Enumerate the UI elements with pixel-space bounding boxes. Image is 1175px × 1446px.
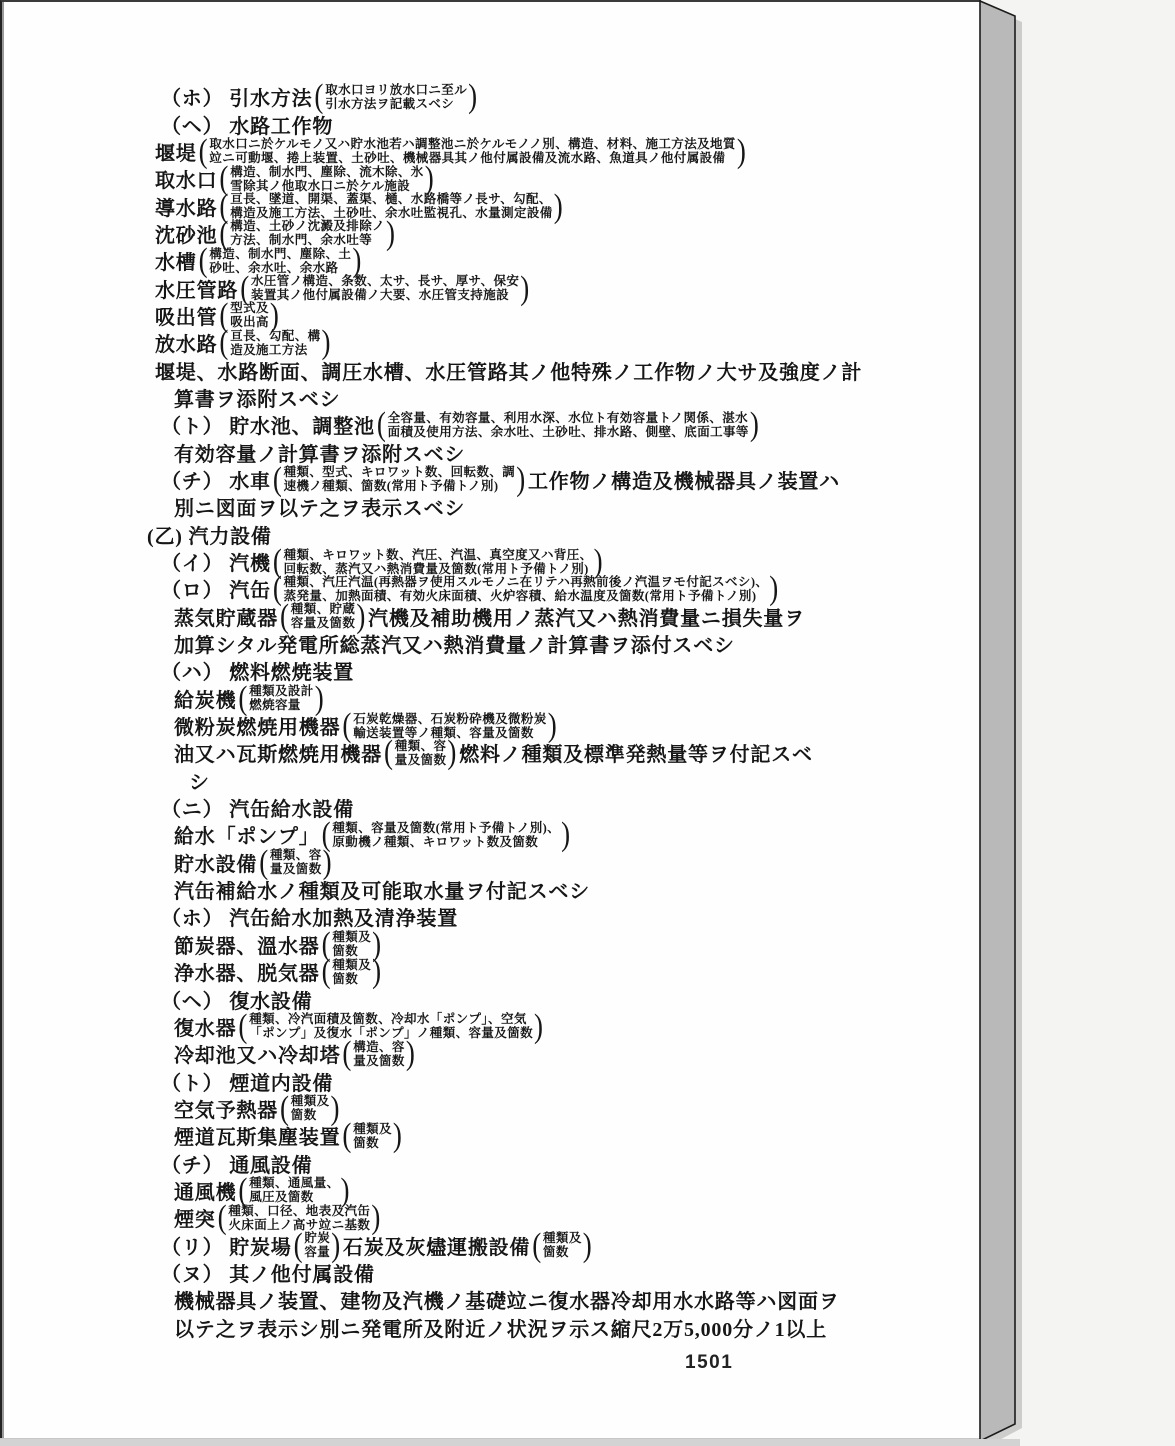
line-text: 算書ヲ添附スベシ <box>174 388 341 411</box>
line-text: 導水路 <box>155 197 218 220</box>
annotation-lines <box>284 548 593 576</box>
close-paren: ) <box>534 1006 544 1045</box>
open-paren: ( <box>342 706 353 744</box>
annotation-bottom-line: 輸送装置等ノ種類、容量及箇数 <box>353 725 534 740</box>
doc-line <box>174 1089 980 1127</box>
doc-line <box>174 876 980 903</box>
annotation-top-line: 種類及 <box>332 930 372 945</box>
annotation-bottom-line: 砂吐、余水吐、余水路 <box>209 260 339 275</box>
doc-line <box>174 438 980 465</box>
annotation <box>218 159 435 197</box>
annotation-lines <box>249 684 314 712</box>
annotation-top-line: 亘長、墜道、開渠、蓋渠、樋、水路橋等ノ長サ、勾配、 <box>230 192 552 207</box>
open-paren: ( <box>217 1198 228 1236</box>
line-text: （チ） 水車 <box>161 470 271 493</box>
line-text: 油又ハ瓦斯燃焼用機器 <box>174 744 382 767</box>
doc-line <box>161 903 980 930</box>
doc-line <box>161 1259 980 1286</box>
line-text: 工作物ノ構造及機械器具ノ装置ハ <box>527 470 840 493</box>
doc-line <box>155 131 980 170</box>
close-paren: ) <box>547 706 558 744</box>
open-paren: ( <box>321 815 332 854</box>
annotation-lines <box>395 739 447 767</box>
annotation-bottom-line: 量及箇数 <box>353 1053 405 1068</box>
annotation-top-line: 種類、通風量、 <box>249 1176 340 1191</box>
annotation-lines <box>209 247 351 275</box>
doc-line <box>174 493 980 520</box>
annotation-lines <box>291 602 356 630</box>
line-text: 石炭及灰燼運搬設備 <box>343 1236 531 1259</box>
annotation-lines <box>325 83 467 111</box>
annotation-bottom-line: 竝ニ可動堰、捲上装置、土砂吐、機械器具其ノ他付属設備及流水路、魚道具ノ他付属設備 <box>209 151 726 166</box>
annotation-lines <box>291 1094 330 1122</box>
annotation-lines <box>388 411 749 439</box>
doc-line <box>155 214 980 252</box>
close-paren: ) <box>516 460 526 498</box>
open-paren: ( <box>321 952 332 990</box>
open-paren: ( <box>384 733 394 772</box>
annotation <box>237 1171 351 1209</box>
annotation <box>321 815 572 854</box>
annotation-bottom-line: 容量 <box>304 1245 331 1260</box>
line-text: （ト） 貯水池、調整池 <box>161 416 375 439</box>
annotation-top-line: 種類、容 <box>394 738 447 753</box>
annotation-bottom-line: 雪除其ノ他取水口ニ於ケル施設 <box>230 178 411 193</box>
doc-line <box>174 1034 980 1072</box>
line-text: （ロ） 汽缶 <box>161 580 271 603</box>
open-paren: ( <box>240 268 250 307</box>
page-number: 1501 <box>685 1352 734 1374</box>
annotation-bottom-line: 箇数 <box>543 1245 569 1260</box>
doc-line <box>174 596 980 635</box>
annotation <box>198 131 748 170</box>
line-text: 煙道瓦斯集塵装置 <box>174 1127 341 1150</box>
annotation-top-line: 種類、汽圧汽温(再熱器ヲ使用スルモノニ在リテハ再熱前後ノ汽温ヲモ付記スベシ)、 <box>283 574 769 589</box>
close-paren: ) <box>321 323 332 361</box>
annotation-lines <box>270 848 322 876</box>
annotation-top-line: 水圧管ノ構造、条数、太サ、長サ、厚サ、保安 <box>251 274 520 289</box>
annotation-bottom-line: 箇数 <box>290 1108 317 1123</box>
line-text: 水圧管路 <box>155 279 239 302</box>
annotation-lines <box>249 1176 339 1204</box>
line-text: （イ） 汽機 <box>161 553 271 576</box>
line-text: 節炭器、溫水器 <box>174 935 320 958</box>
doc-line <box>174 706 980 744</box>
annotation-bottom-line: 蒸発量、加熱面積、有効火床面積、火炉容積、給水温度及箇数(常用ト予備トノ別) <box>283 588 757 603</box>
doc-line <box>174 1116 980 1154</box>
fore-edge-face <box>980 1 1015 1441</box>
annotation-bottom-line: 装置其ノ他付属設備ノ大要、水圧管支持施設 <box>251 288 510 303</box>
close-paren: ) <box>392 1116 403 1154</box>
line-text: 加算シタル発電所総蒸汽又ハ熱消費量ノ計算書ヲ添付スベシ <box>174 635 735 658</box>
annotation-bottom-line: 造及施工方法 <box>230 342 308 357</box>
line-text: 煙突 <box>174 1209 216 1232</box>
line-text: 機械器具ノ装置、建物及汽機ノ基礎竝ニ復水器冷却用水水路等ハ図面ヲ <box>174 1291 840 1314</box>
line-text: （ヘ） 水路工作物 <box>161 115 334 138</box>
open-paren: ( <box>238 1171 249 1209</box>
line-text: （ホ） 汽缶給水加熱及清浄装置 <box>161 908 458 931</box>
close-paren: ) <box>593 542 604 580</box>
line-text: 吸出管 <box>155 306 218 329</box>
close-paren: ) <box>314 678 325 717</box>
annotation-bottom-line: 燃焼容量 <box>249 698 301 713</box>
annotation-top-line: 取水口ニ於ケルモノ又ハ貯水池若ハ調整池ニ於ケルモノノ別、構造、材料、施工方法及地質 <box>209 137 736 152</box>
annotation-bottom-line: 引水方法ヲ記載スベシ <box>325 96 455 111</box>
doc-line <box>174 678 980 717</box>
annotation-lines <box>304 1231 330 1259</box>
annotation-top-line: 種類及 <box>290 1094 330 1109</box>
doc-line <box>161 985 980 1012</box>
close-paren: ) <box>561 815 571 854</box>
line-text: 空気予熱器 <box>174 1099 278 1122</box>
annotation <box>293 1225 342 1264</box>
annotation <box>272 542 605 580</box>
line-text: 冷却池又ハ冷却塔 <box>174 1045 341 1068</box>
annotation-top-line: 亘長、勾配、構 <box>230 328 321 343</box>
annotation-bottom-line: 速機ノ種類、箇数(常用ト予備トノ別) <box>283 479 499 494</box>
line-text: (乙) 汽力設備 <box>147 525 272 548</box>
line-text: 放水路 <box>155 334 218 357</box>
fore-edge-shadow <box>984 6 1022 1446</box>
annotation <box>321 952 383 990</box>
annotation-top-line: 種類、容量及箇数(常用ト予備トノ別)、 <box>332 820 561 835</box>
doc-line <box>155 159 980 197</box>
annotation-bottom-line: 箇数 <box>353 1135 380 1150</box>
line-text: （チ） 通風設備 <box>161 1154 313 1177</box>
line-text: 堰堤 <box>155 142 197 165</box>
open-paren: ( <box>314 77 325 115</box>
annotation-bottom-line: 容量及箇数 <box>290 616 356 631</box>
close-paren: ) <box>386 214 396 252</box>
annotation-lines <box>251 274 519 302</box>
close-paren: ) <box>269 296 280 334</box>
doc-line <box>155 356 980 383</box>
doc-line <box>174 1006 980 1045</box>
page-content <box>2 2 980 1377</box>
line-text: 給水「ポンプ」 <box>174 826 320 849</box>
line-text: 復水器 <box>174 1017 237 1040</box>
doc-line <box>161 1225 980 1264</box>
open-paren: ( <box>321 924 332 963</box>
annotation-bottom-line: 火床面上ノ高サ竝ニ基数 <box>228 1217 371 1232</box>
close-paren: ) <box>468 77 478 115</box>
annotation-lines <box>353 1122 392 1150</box>
annotation-bottom-line: 構造及施工方法、土砂吐、余水吐監視孔、水量測定設備 <box>230 206 553 221</box>
annotation-lines <box>230 165 424 193</box>
annotation <box>531 1225 593 1264</box>
doc-line <box>155 241 980 279</box>
doc-line <box>174 924 980 963</box>
annotation <box>383 733 458 772</box>
close-paren: ) <box>340 1171 351 1209</box>
line-text: （ハ） 燃料燃焼装置 <box>161 662 354 685</box>
line-text: 燃料ノ種類及標準発熱量等ヲ付記スベ <box>459 744 813 767</box>
close-paren: ) <box>356 596 367 635</box>
open-paren: ( <box>238 1006 249 1045</box>
open-paren: ( <box>259 842 269 881</box>
line-text: シ <box>189 771 210 794</box>
annotation-top-line: 種類、貯蔵 <box>290 602 356 617</box>
annotation-lines <box>332 821 560 849</box>
annotation-lines <box>353 1040 405 1068</box>
line-text: 微粉炭燃焼用機器 <box>174 717 341 740</box>
open-paren: ( <box>342 1116 353 1154</box>
close-paren: ) <box>769 569 780 607</box>
annotation <box>279 1089 341 1127</box>
annotation-top-line: 種類及 <box>353 1121 392 1136</box>
line-text: 沈砂池 <box>155 224 218 247</box>
close-paren: ) <box>330 1089 341 1127</box>
annotation-top-line: 全容量、有効容量、利用水深、水位ト有効容量トノ関係、湛水 <box>387 410 749 425</box>
annotation-top-line: 貯炭 <box>304 1231 331 1246</box>
open-paren: ( <box>532 1225 543 1264</box>
line-text: （リ） 貯炭場 <box>161 1236 292 1259</box>
doc-line <box>161 110 980 137</box>
annotation-bottom-line: 回転数、蒸汽又ハ熱消費量及箇数(常用ト予備トノ別) <box>283 561 589 576</box>
line-text: 以テ之ヲ表示シ別ニ発電所及附近ノ状況ヲ示ス縮尺2万5,000分ノ1以上 <box>174 1318 827 1341</box>
annotation-top-line: 構造、制水門、塵除、土 <box>209 246 352 261</box>
annotation-top-line: 構造、容 <box>353 1039 405 1054</box>
doc-line <box>161 657 980 684</box>
line-text: 汽缶補給水ノ種類及可能取水量ヲ付記スベシ <box>174 881 590 904</box>
open-paren: ( <box>198 241 209 279</box>
open-paren: ( <box>272 460 283 498</box>
open-paren: ( <box>219 159 230 197</box>
doc-line <box>174 1313 980 1340</box>
doc-line <box>161 405 980 443</box>
annotation-bottom-line: 方法、制水門、余水吐等 <box>230 233 373 248</box>
doc-lines <box>147 77 980 1341</box>
annotation <box>313 77 479 115</box>
close-paren: ) <box>331 1225 342 1264</box>
doc-line <box>174 952 980 990</box>
doc-line <box>174 630 980 657</box>
close-paren: ) <box>447 733 458 772</box>
doc-line <box>174 733 980 772</box>
annotation-bottom-line: 原動機ノ種類、キロワット数及箇数 <box>332 834 539 849</box>
annotation-bottom-line: 吸出高 <box>230 315 269 330</box>
line-text: （ト） 煙道内設備 <box>161 1072 334 1095</box>
annotation <box>237 1006 544 1045</box>
line-text: 別ニ図面ヲ以テ之ヲ表示スベシ <box>174 498 466 521</box>
annotation-top-line: 石炭乾燥器、石炭粉砕機及微粉炭 <box>353 711 547 726</box>
line-text: 堰堤、水路断面、調圧水槽、水圧管路其ノ他特殊ノ工作物ノ大サ及強度ノ計 <box>155 361 863 384</box>
open-paren: ( <box>272 569 283 607</box>
line-text: 汽機及補助機用ノ蒸汽又ハ熱消費量ニ損失量ヲ <box>368 607 805 630</box>
line-text: 通風機 <box>174 1181 237 1204</box>
line-text: （ヘ） 復水設備 <box>161 990 313 1013</box>
annotation-bottom-line: 箇数 <box>332 971 359 986</box>
annotation-top-line: 種類及 <box>543 1231 582 1246</box>
doc-line <box>161 1149 980 1176</box>
line-text: 給炭機 <box>174 689 237 712</box>
open-paren: ( <box>272 542 283 580</box>
close-paren: ) <box>371 1198 382 1236</box>
annotation-top-line: 種類、型式、キロワット数、回転数、調 <box>283 465 516 480</box>
line-text: 浄水器、脱気器 <box>174 963 320 986</box>
annotation <box>272 460 527 498</box>
line-text: （ヌ） 其ノ他付属設備 <box>161 1263 375 1286</box>
close-paren: ) <box>405 1034 416 1072</box>
doc-line <box>174 1286 980 1313</box>
doc-line <box>161 77 980 115</box>
open-paren: ( <box>219 186 230 225</box>
annotation <box>376 405 761 443</box>
open-paren: ( <box>293 1225 304 1264</box>
annotation-bottom-line: 量及箇数 <box>394 752 447 767</box>
close-paren: ) <box>372 924 382 963</box>
open-paren: ( <box>280 596 290 635</box>
doc-line <box>174 384 980 411</box>
doc-line <box>189 767 980 794</box>
line-text: （ホ） 引水方法 <box>161 88 313 111</box>
doc-line <box>174 815 980 854</box>
annotation <box>272 569 780 607</box>
annotation-top-line: 種類及 <box>332 957 372 972</box>
line-text: 有効容量ノ計算書ヲ添附スベシ <box>174 443 466 466</box>
line-text: （ニ） 汽缶給水設備 <box>161 799 354 822</box>
annotation-bottom-line: 箇数 <box>332 944 359 959</box>
annotation-lines <box>284 465 516 493</box>
annotation-top-line: 種類、容 <box>270 848 322 863</box>
open-paren: ( <box>342 1034 353 1072</box>
annotation-top-line: 構造、土砂ノ沈澱及排除ノ <box>230 219 386 234</box>
open-paren: ( <box>280 1089 290 1127</box>
doc-line <box>161 460 980 498</box>
annotation-lines <box>543 1231 582 1259</box>
doc-line <box>161 542 980 580</box>
annotation-bottom-line: 「ポンプ」及復水「ポンプ」ノ種類、容量及箇数 <box>249 1026 534 1041</box>
annotation-top-line: 構造、制水門、塵除、流木除、氷 <box>230 164 424 179</box>
close-paren: ) <box>553 186 564 225</box>
annotation <box>341 1034 416 1072</box>
book-bottom-edge <box>0 1439 1020 1446</box>
line-text: 取水口 <box>155 170 218 193</box>
annotation <box>239 268 531 307</box>
close-paren: ) <box>372 952 382 990</box>
line-text: 貯水設備 <box>174 853 258 876</box>
annotation-bottom-line: 面積及使用方法、余水吐、土砂吐、排水路、側壁、底面工事等 <box>387 424 749 439</box>
annotation-top-line: 種類、キロワット数、汽圧、汽温、真空度又ハ背圧、 <box>283 547 593 562</box>
annotation <box>279 596 367 635</box>
annotation-top-line: 取水口ヨリ放水口ニ至ル <box>325 82 468 97</box>
annotation-lines <box>249 1012 533 1040</box>
close-paren: ) <box>582 1225 593 1264</box>
annotation-lines <box>209 137 735 165</box>
close-paren: ) <box>424 159 435 197</box>
close-paren: ) <box>352 241 363 279</box>
annotation <box>237 678 325 717</box>
annotation-bottom-line: 風圧及箇数 <box>249 1190 314 1205</box>
open-paren: ( <box>219 323 230 361</box>
line-text: 水槽 <box>155 252 197 275</box>
doc-line <box>174 842 980 881</box>
annotation-top-line: 種類、冷汽面積及箇数、冷却水「ポンプ」、空気 <box>249 1012 527 1027</box>
close-paren: ) <box>520 268 531 307</box>
open-paren: ( <box>198 131 209 170</box>
doc-line <box>174 1171 980 1209</box>
close-paren: ) <box>749 405 760 443</box>
annotation <box>341 1116 403 1154</box>
annotation <box>218 214 396 252</box>
page-number-row <box>147 1350 980 1377</box>
open-paren: ( <box>219 214 230 252</box>
line-text: 蒸気貯蔵器 <box>174 607 278 630</box>
open-paren: ( <box>376 405 387 443</box>
open-paren: ( <box>238 678 249 717</box>
close-paren: ) <box>322 842 333 881</box>
annotation-lines <box>332 930 371 958</box>
annotation <box>258 842 333 881</box>
close-paren: ) <box>736 131 747 170</box>
open-paren: ( <box>219 296 230 334</box>
annotation-top-line: 型式及 <box>230 301 269 316</box>
annotation-bottom-line: 量及箇数 <box>270 862 322 877</box>
annotation-top-line: 種類、口径、地表及汽缶 <box>228 1203 371 1218</box>
doc-line <box>155 186 980 225</box>
annotation-top-line: 種類及設計 <box>249 684 314 699</box>
annotation-lines <box>332 958 371 986</box>
doc-line <box>155 296 980 334</box>
